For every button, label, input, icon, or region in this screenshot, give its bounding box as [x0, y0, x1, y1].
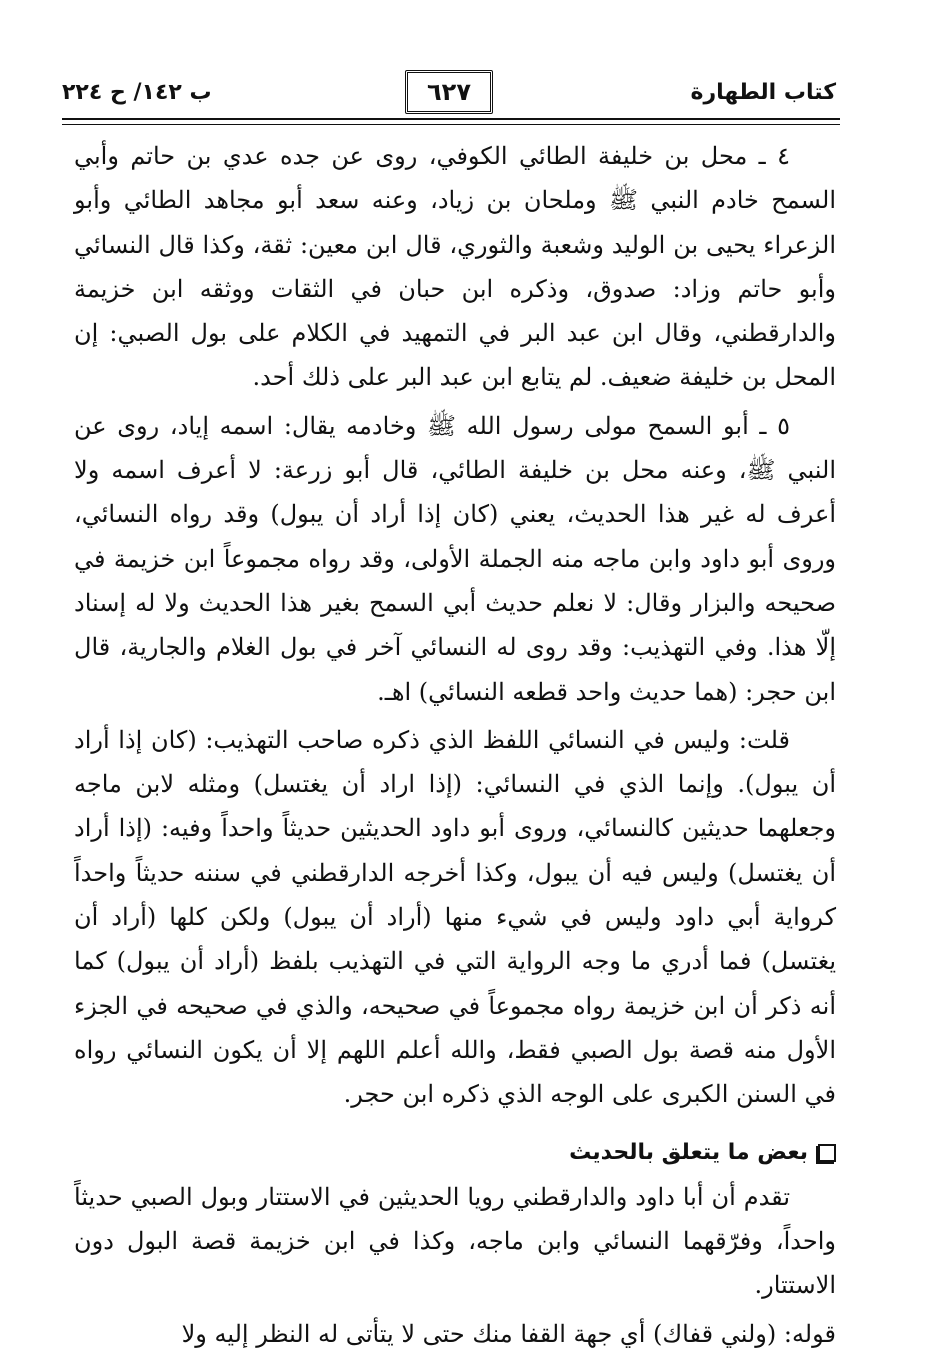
page-body: [74, 134, 836, 1360]
section-paragraph: تقدم أن أبا داود والدارقطني رويا الحديثين في الاستتار وبول الصبي حديثاً واحداً، وفرّقهما النسائي وابن ماجه، وكذا في ابن خزيمة قصة البول دون الاستتار.: [74, 1182, 836, 1300]
paragraph-commentary: قلت: وليس في النسائي اللفظ الذي ذكره صاحب التهذيب: (كان إذا أراد أن يبول). وإنما الذي في النسائي: (إذا اراد أن يغتسل) ومثله لابن ماجه وجعلهما حديثين كالنسائي، وروى أبو داود الحديثين حديثاً واحداً وفيه: (إذا أراد أن يغتسل) وليس فيه أن يبول، وكذا أخرجه الدارقطني في سننه حديثاً واحداً كرواية أبي داود وليس في شيء منها (أراد أن يبول) ولكن كلها (أراد أن يغتسل) فما أدري ما وجه الرواية التي في التهذيب بلفظ (أراد أن يبول) كما أنه ذكر أن ابن خزيمة رواه مجموعاً في صحيحه، والذي في صحيحه في الجزء الأول منه قصة بول الصبي فقط، والله أعلم اللهم إلا أن يكون النسائي رواه في السنن الكبرى على الوجه الذي ذكره ابن حجر.: [74, 725, 837, 1109]
book-title: كتاب الطهارة: [690, 80, 836, 105]
header-rule: [62, 118, 840, 125]
section-heading: [74, 1131, 836, 1175]
section-title: بعض ما يتعلق بالحديث: [569, 1139, 808, 1165]
section-paragraph: قوله: (ولني قفاك) أي جهة القفا منك حتى لا يتأتى له النظر إليه ولا: [181, 1319, 836, 1348]
page-header: [62, 70, 836, 122]
paragraph-narrator-5: ٥ ـ أبو السمح مولى رسول الله ﷺ وخادمه يقال: اسمه إياد، روى عن النبي ﷺ، وعنه محل بن خليفة الطائي، قال أبو زرعة: لا أعرف اسمه ولا أعرف له غير هذا الحديث، يعني (كان إذا أراد أن يبول) وقد رواه النسائي، وروى أبو داود وابن ماجه منه الجملة الأولى، وقد رواه مجموعاً ابن خزيمة في صحيحه والبزار وقال: لا نعلم حديث أبي السمح بغير هذا الحديث ولا له إسناد إلّا هذا. وفي التهذيب: وقد روى له النسائي آخر في بول الغلام والجارية، قال ابن حجر: (هما حديث واحد قطعه النسائي) اهـ.: [74, 411, 836, 706]
square-bullet-icon: [818, 1144, 836, 1162]
chapter-reference: ب ١٤٢/ ح ٢٢٤: [62, 80, 212, 105]
page-number: ٦٢٧: [427, 78, 471, 106]
paragraph-narrator-4: ٤ ـ محل بن خليفة الطائي الكوفي، روى عن جده عدي بن حاتم وأبي السمح خادم النبي ﷺ وملحان بن زياد، وعنه سعد أبو مجاهد الطائي وأبو الزعراء يحيى بن الوليد وشعبة والثوري، قال ابن معين: ثقة، وكذا قال النسائي وأبو حاتم وزاد: صدوق، وذكره ابن حبان في الثقات ووثقه ابن خزيمة والدارقطني، وقال ابن عبد البر في التمهيد في الكلام على بول الصبي: إن المحل بن خليفة ضعيف. لم يتابع ابن عبد البر على ذلك أحد.: [74, 142, 836, 392]
page-number-box: [405, 70, 493, 114]
